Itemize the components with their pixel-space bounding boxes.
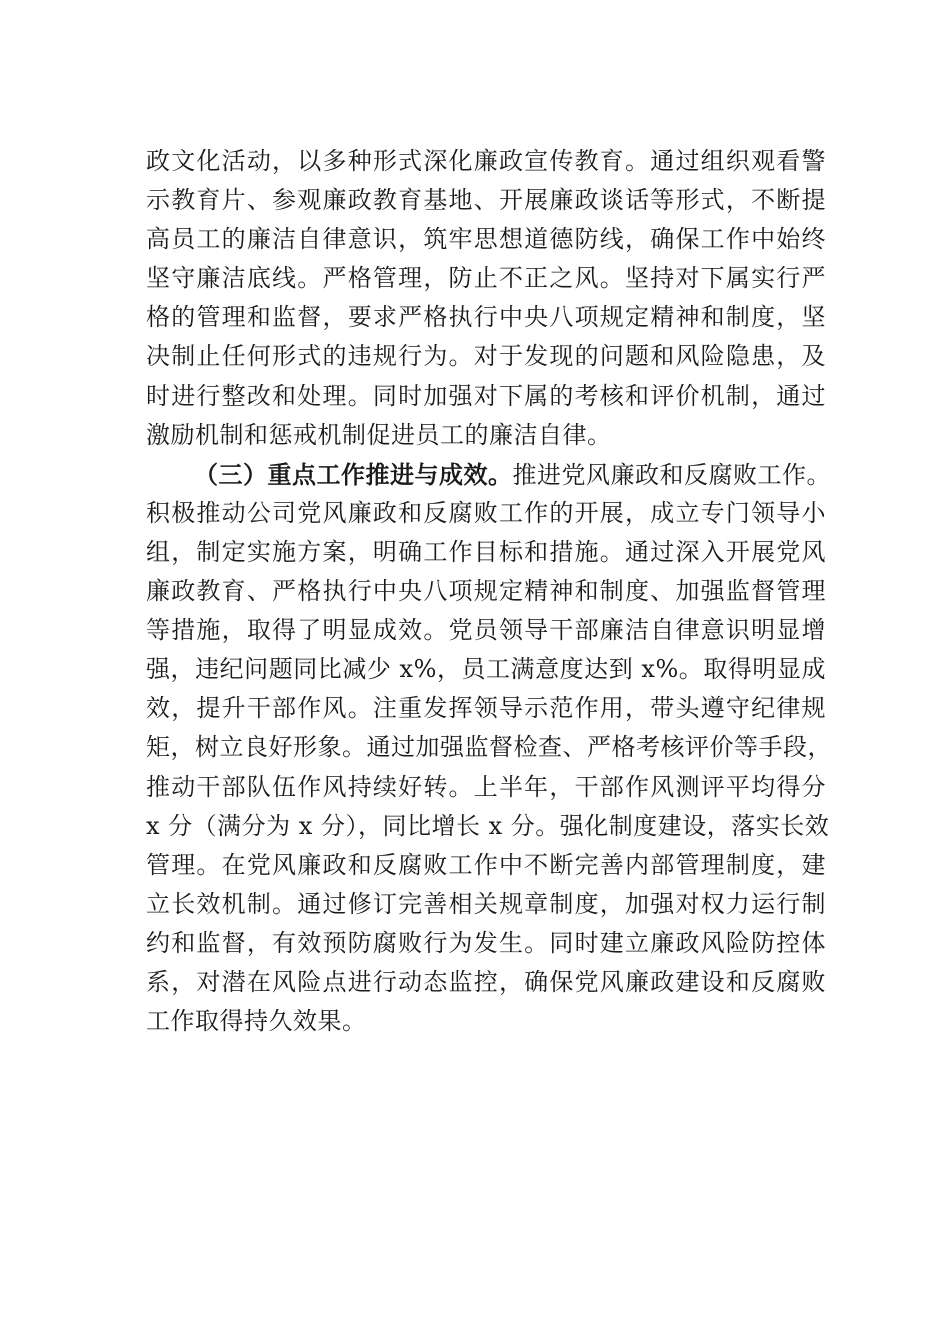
text-line: 管理。在党风廉政和反腐败工作中不断完善内部管理制度，建 — [146, 850, 826, 879]
text-line: 效，提升干部作风。注重发挥领导示范作用，带头遵守纪律规 — [146, 694, 826, 723]
text-line: 激励机制和惩戒机制促进员工的廉洁自律。 — [146, 420, 612, 449]
text-line: 决制止任何形式的违规行为。对于发现的问题和风险隐患，及 — [146, 342, 826, 371]
text-line: 系，对潜在风险点进行动态监控，确保党风廉政建设和反腐败 — [146, 967, 826, 996]
text-line: 工作取得持久效果。 — [146, 1007, 367, 1036]
section-intro: 推进党风廉政和反腐败工作。 — [512, 460, 831, 489]
text-line: 组，制定实施方案，明确工作目标和措施。通过深入开展党风 — [146, 537, 826, 566]
text-line: x 分（满分为 x 分），同比增长 x 分。强化制度建设，落实长效 — [146, 811, 830, 840]
text-line: 立长效机制。通过修订完善相关规章制度，加强对权力运行制 — [146, 889, 826, 918]
text-line: 廉政教育、严格执行中央八项规定精神和制度、加强监督管理 — [146, 577, 826, 606]
text-line: 高员工的廉洁自律意识，筑牢思想道德防线，确保工作中始终 — [146, 225, 826, 254]
paragraph-2 — [146, 455, 832, 1041]
body-text — [146, 142, 832, 1041]
text-line: 矩，树立良好形象。通过加强监督检查、严格考核评价等手段， — [146, 733, 832, 762]
text-line: 约和监督，有效预防腐败行为发生。同时建立廉政风险防控体 — [146, 928, 826, 957]
text-line: 积极推动公司党风廉政和反腐败工作的开展，成立专门领导小 — [146, 498, 826, 527]
text-line: 推动干部队伍作风持续好转。上半年，干部作风测评平均得分 — [146, 772, 826, 801]
text-line: 时进行整改和处理。同时加强对下属的考核和评价机制，通过 — [146, 381, 826, 410]
text-line: 格的管理和监督，要求严格执行中央八项规定精神和制度，坚 — [146, 303, 826, 332]
paragraph-1 — [146, 142, 826, 455]
text-line: 等措施，取得了明显成效。党员领导干部廉洁自律意识明显增 — [146, 616, 826, 645]
text-line: 政文化活动，以多种形式深化廉政宣传教育。通过组织观看警 — [146, 147, 826, 175]
text-line: 示教育片、参观廉政教育基地、开展廉政谈话等形式，不断提 — [146, 186, 826, 215]
section-heading: （三）重点工作推进与成效。 — [194, 459, 513, 489]
text-line: 强，违纪问题同比减少 x%，员工满意度达到 x%。取得明显成 — [146, 655, 826, 684]
paragraph-first-line — [146, 455, 831, 494]
text-line: 坚守廉洁底线。严格管理，防止不正之风。坚持对下属实行严 — [146, 264, 826, 293]
